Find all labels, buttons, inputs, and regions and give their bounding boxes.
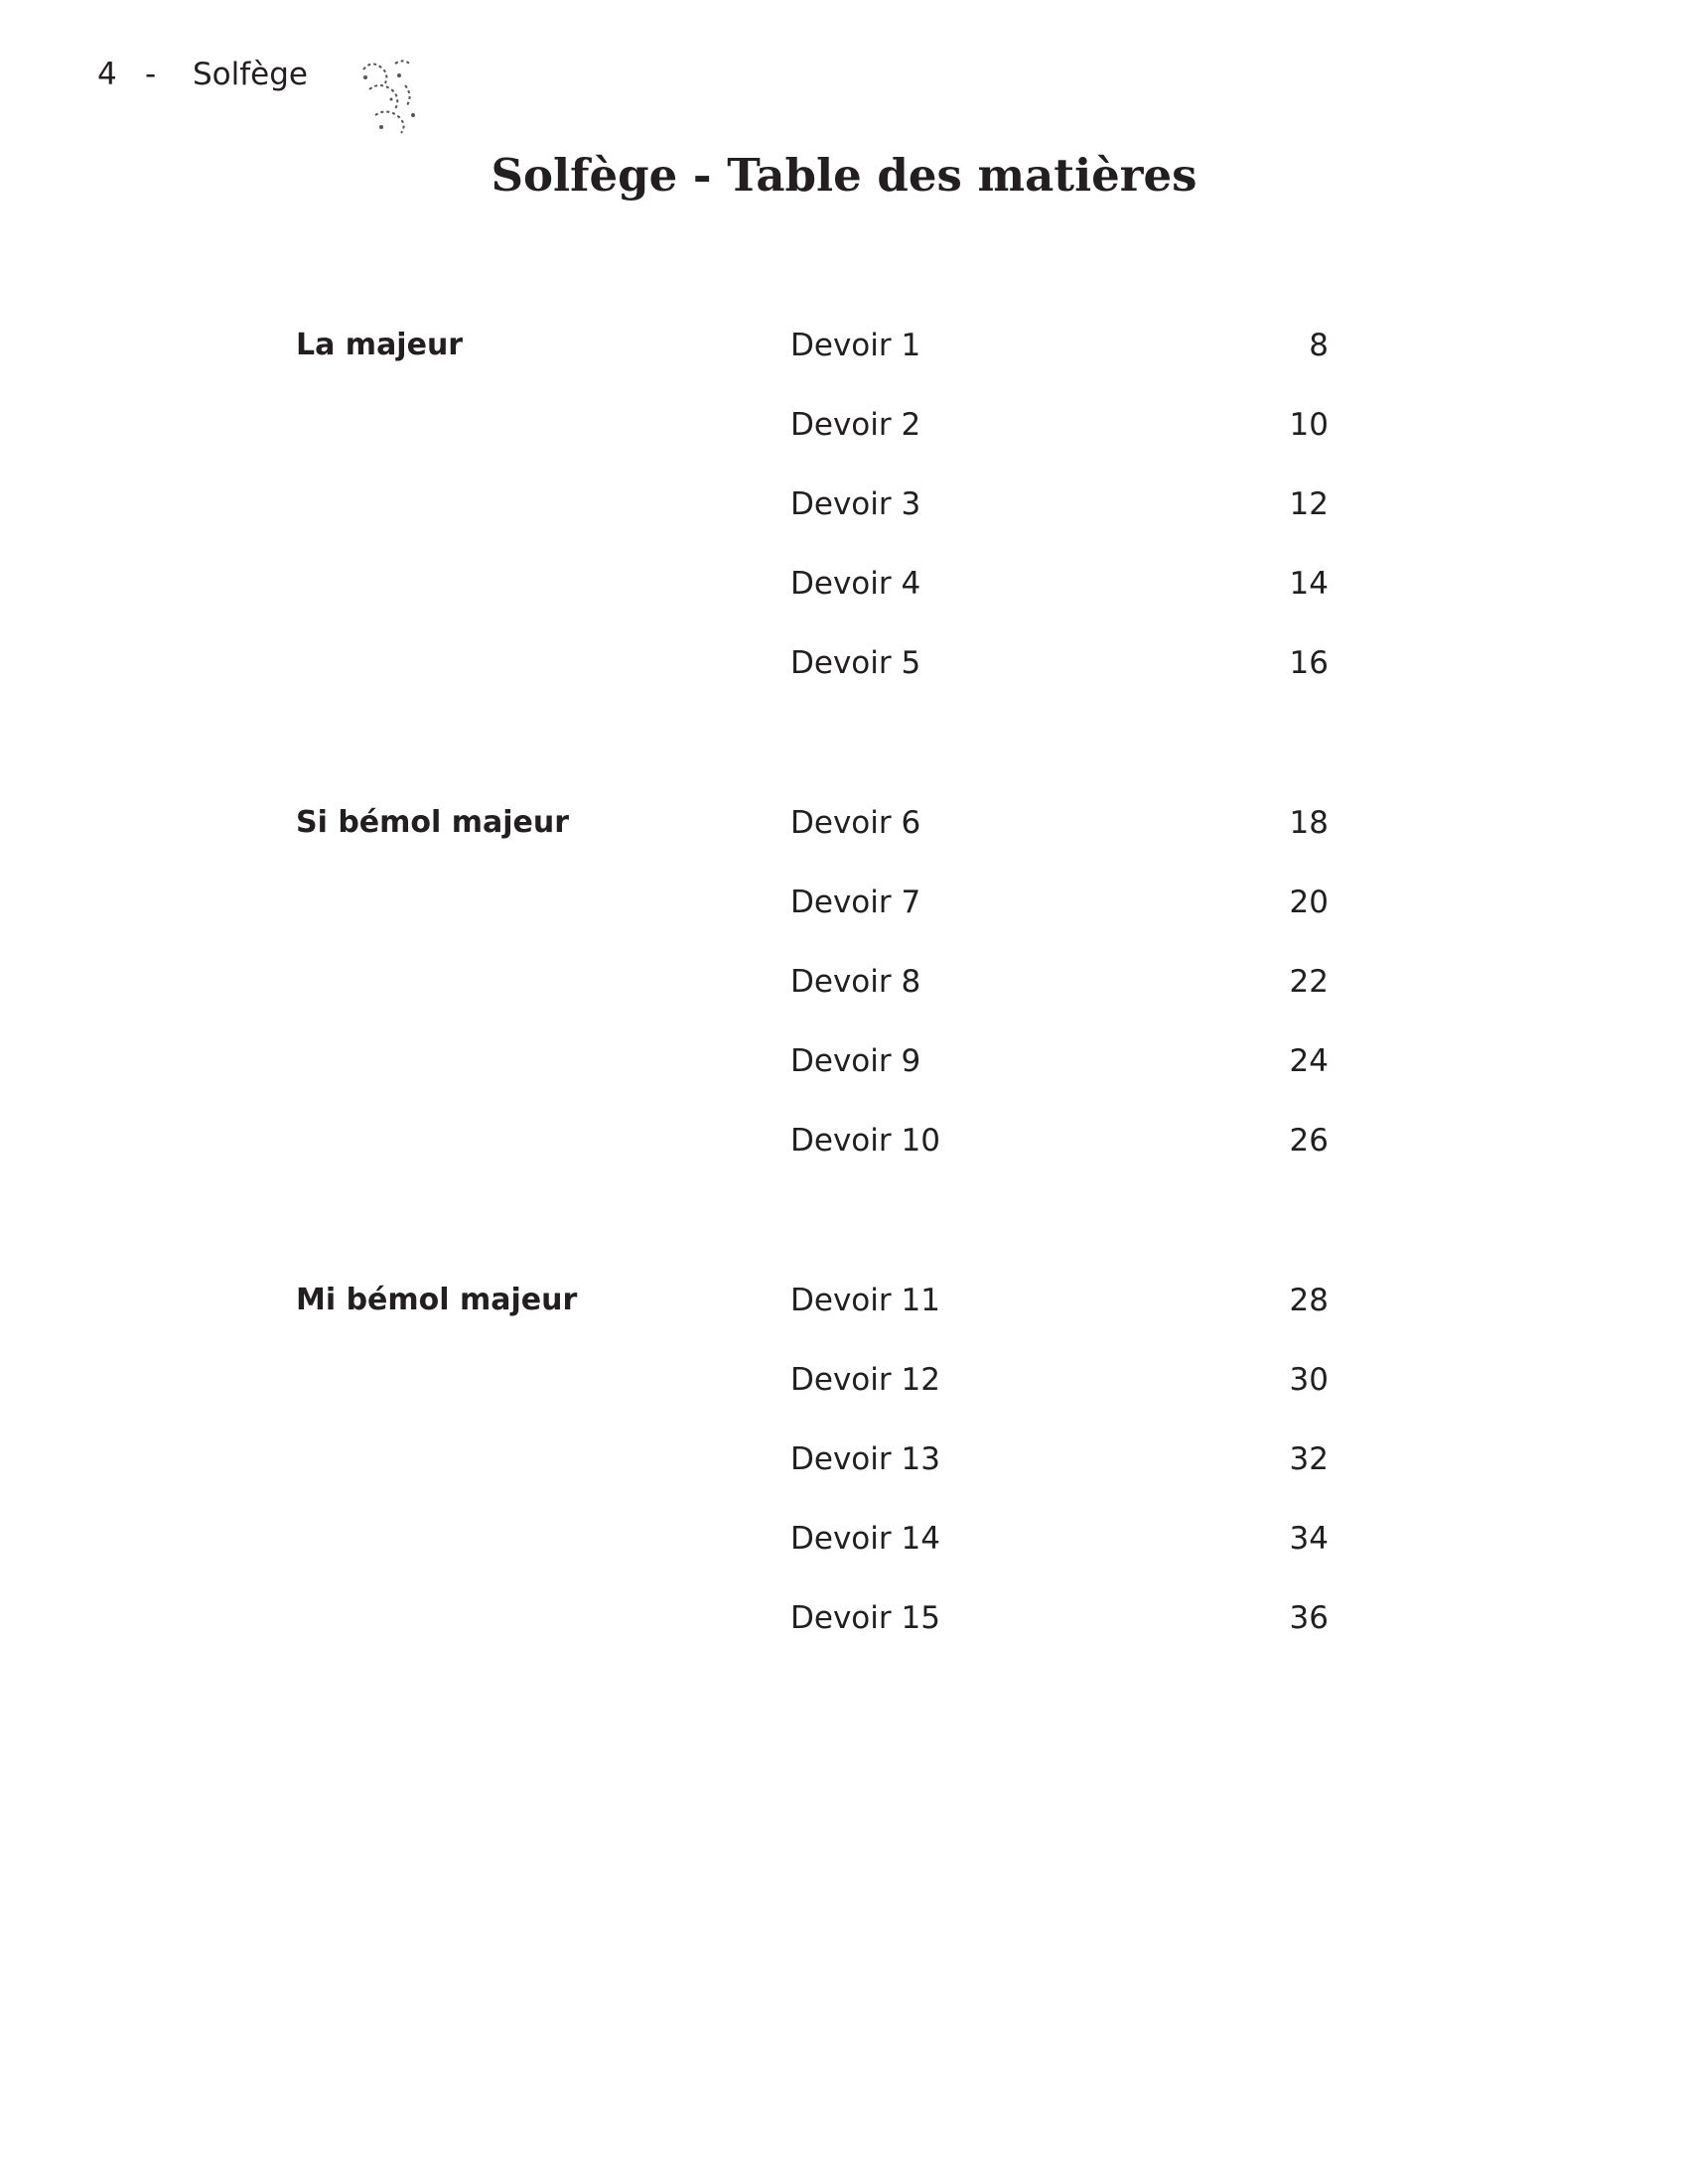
toc-section — [296, 1261, 1329, 1658]
section-title: La majeur — [296, 328, 464, 362]
entry-page-number: 28 — [1289, 1283, 1329, 1318]
table-of-contents — [296, 306, 1329, 1738]
entry-label: Devoir 2 — [790, 407, 921, 443]
entry-page-number: 26 — [1289, 1123, 1329, 1159]
ornament-icon — [355, 56, 425, 139]
running-header — [97, 50, 308, 99]
entry-page-number: 22 — [1289, 964, 1329, 1000]
entry-label: Devoir 6 — [790, 805, 921, 841]
toc-entry — [790, 306, 1329, 385]
toc-entry — [790, 1101, 1329, 1180]
entry-label: Devoir 7 — [790, 885, 921, 920]
toc-entry — [790, 544, 1329, 623]
entry-page-number: 30 — [1289, 1362, 1329, 1398]
toc-entry — [790, 1499, 1329, 1578]
entry-page-number: 12 — [1289, 486, 1329, 522]
toc-entry — [790, 623, 1329, 703]
header-separator: - — [145, 57, 157, 92]
toc-entries — [790, 1261, 1329, 1658]
toc-entry — [790, 465, 1329, 544]
entry-label: Devoir 4 — [790, 566, 921, 602]
entry-label: Devoir 5 — [790, 645, 921, 681]
toc-section — [296, 306, 1329, 703]
entry-page-number: 20 — [1289, 885, 1329, 920]
toc-entry — [790, 783, 1329, 863]
section-title: Mi bémol majeur — [296, 1283, 578, 1317]
page-title: Solfège - Table des matières — [491, 149, 1197, 202]
entry-label: Devoir 11 — [790, 1283, 940, 1318]
entry-page-number: 18 — [1289, 805, 1329, 841]
entry-label: Devoir 14 — [790, 1521, 940, 1557]
toc-entry — [790, 1022, 1329, 1101]
entry-label: Devoir 13 — [790, 1441, 940, 1477]
entry-label: Devoir 3 — [790, 486, 921, 522]
entry-page-number: 14 — [1289, 566, 1329, 602]
toc-entry — [790, 1340, 1329, 1420]
entry-page-number: 16 — [1289, 645, 1329, 681]
entry-page-number: 10 — [1289, 407, 1329, 443]
toc-entry — [790, 385, 1329, 465]
entry-label: Devoir 9 — [790, 1043, 921, 1079]
toc-entries — [790, 306, 1329, 703]
entry-label: Devoir 8 — [790, 964, 921, 1000]
toc-entry — [790, 1261, 1329, 1340]
page-number: 4 — [97, 57, 117, 92]
entry-page-number: 32 — [1289, 1441, 1329, 1477]
toc-section — [296, 783, 1329, 1180]
entry-page-number: 24 — [1289, 1043, 1329, 1079]
toc-entry — [790, 942, 1329, 1022]
entry-page-number: 34 — [1289, 1521, 1329, 1557]
section-title: Si bémol majeur — [296, 805, 570, 840]
toc-entry — [790, 1578, 1329, 1658]
entry-page-number: 8 — [1309, 328, 1329, 363]
toc-entry — [790, 1420, 1329, 1499]
running-title: Solfège — [193, 57, 308, 92]
entry-label: Devoir 1 — [790, 328, 921, 363]
entry-label: Devoir 12 — [790, 1362, 940, 1398]
entry-label: Devoir 10 — [790, 1123, 940, 1159]
toc-entry — [790, 863, 1329, 942]
entry-label: Devoir 15 — [790, 1600, 940, 1636]
entry-page-number: 36 — [1289, 1600, 1329, 1636]
toc-entries — [790, 783, 1329, 1180]
